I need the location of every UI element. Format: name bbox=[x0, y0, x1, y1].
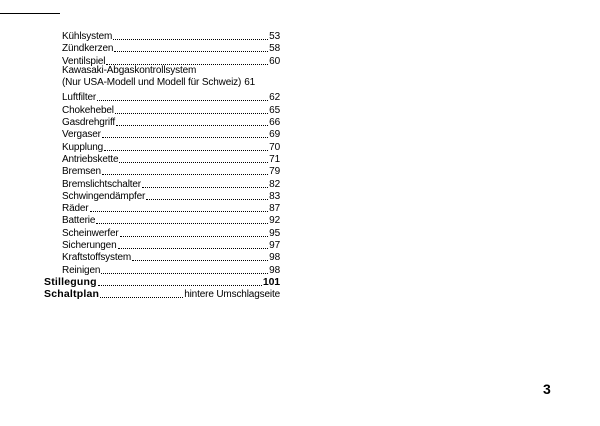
toc-leader-dots bbox=[114, 41, 268, 52]
toc-entry-title: Bremsen bbox=[62, 166, 101, 178]
toc-entry-page: 70 bbox=[269, 141, 280, 153]
toc-entry-page: 101 bbox=[262, 275, 280, 288]
toc-entry-title: Chokehebel bbox=[62, 104, 114, 116]
toc-entry-title: Kawasaki-Abgaskontrollsystem bbox=[62, 64, 197, 76]
page-number: 3 bbox=[543, 381, 551, 397]
toc-entry-page: 60 bbox=[269, 55, 280, 67]
toc-entry-kuehlsystem[interactable] bbox=[44, 28, 280, 40]
toc-entry-page: 66 bbox=[269, 117, 280, 129]
toc-leader-dots bbox=[142, 177, 268, 188]
toc-leader-dots bbox=[102, 164, 268, 175]
toc-entry-title: Sicherungen bbox=[62, 240, 117, 252]
toc-leader-dots bbox=[115, 103, 268, 114]
toc-entry-title: Scheinwerfer bbox=[62, 227, 119, 239]
toc-entry-title: Gasdrehgriff bbox=[62, 117, 116, 129]
toc-entry-schaltplan[interactable] bbox=[44, 286, 280, 301]
toc-entry-page: 97 bbox=[269, 240, 280, 252]
toc-entry-page: 95 bbox=[269, 227, 280, 239]
toc-leader-dots bbox=[96, 213, 268, 224]
toc-entry-title: Batterie bbox=[62, 215, 96, 227]
toc-leader-dots bbox=[120, 226, 269, 237]
toc-entry-page: 98 bbox=[269, 264, 280, 276]
toc-leader-dots bbox=[118, 238, 269, 249]
toc-entry-page: 65 bbox=[269, 104, 280, 116]
toc-entry-title: (Nur USA-Modell und Modell für Schweiz) bbox=[62, 77, 242, 89]
toc-entry-title: Räder bbox=[62, 203, 89, 215]
toc-entry-page: 98 bbox=[269, 252, 280, 264]
toc-entry-title: Kraftstoffsystem bbox=[62, 252, 132, 264]
toc-entry-abgaskontrollsystem[interactable] bbox=[44, 65, 280, 77]
toc-entry-title: Luftfilter bbox=[62, 92, 97, 104]
toc-entry-page: 92 bbox=[269, 215, 280, 227]
toc-entry-title: Kühlsystem bbox=[62, 31, 113, 42]
toc-entry-title: Stillegung bbox=[44, 275, 97, 288]
toc-entry-title: Reinigen bbox=[62, 264, 101, 276]
toc-entry-page: 82 bbox=[269, 178, 280, 190]
toc-leader-dots bbox=[116, 115, 268, 126]
toc-entry-page: 53 bbox=[269, 31, 280, 42]
toc-entry-page: 61 bbox=[244, 77, 256, 89]
toc-entry-title: Schwingendämpfer bbox=[62, 190, 146, 202]
toc-leader-dots bbox=[101, 263, 268, 274]
toc-leader-dots bbox=[146, 189, 268, 200]
toc-leader-dots bbox=[113, 29, 268, 40]
toc-leader-dots bbox=[132, 250, 268, 261]
top-rule bbox=[0, 13, 60, 14]
toc-entry-title: Vergaser bbox=[62, 129, 101, 141]
toc-entry-title: Kupplung bbox=[62, 141, 104, 153]
toc-entry-title: Bremslichtschalter bbox=[62, 178, 141, 190]
toc-leader-dots bbox=[104, 140, 268, 151]
toc-leader-dots bbox=[119, 152, 268, 163]
toc-leader-dots bbox=[100, 287, 183, 298]
toc-entry-title: Schaltplan bbox=[44, 288, 100, 301]
toc-entry-abgaskontrollsystem-continued[interactable] bbox=[44, 77, 280, 89]
toc-entry-page: 87 bbox=[269, 203, 280, 215]
toc-leader-dots bbox=[102, 127, 268, 138]
toc-entry-page: 58 bbox=[269, 43, 280, 55]
toc-entry-page: 62 bbox=[269, 92, 280, 104]
toc-entry-stillegung[interactable] bbox=[44, 274, 280, 286]
toc-entry-page: 83 bbox=[269, 190, 280, 202]
toc-entry-title: Zündkerzen bbox=[62, 43, 114, 55]
toc-leader-dots bbox=[90, 201, 269, 212]
toc-entry-page: 79 bbox=[269, 166, 280, 178]
toc-leader-dots bbox=[106, 54, 268, 65]
toc-entry-page: 69 bbox=[269, 129, 280, 141]
toc-entry-title: Antriebskette bbox=[62, 153, 119, 165]
toc-entry-page: 71 bbox=[269, 153, 280, 165]
toc-leader-dots bbox=[97, 90, 268, 101]
toc-entry-luftfilter[interactable] bbox=[44, 89, 280, 104]
toc-leader-dots bbox=[98, 275, 262, 286]
toc-entry-page: hintere Umschlagseite bbox=[184, 289, 280, 301]
table-of-contents bbox=[44, 28, 284, 299]
toc-entry-title: Ventilspiel bbox=[62, 55, 106, 67]
